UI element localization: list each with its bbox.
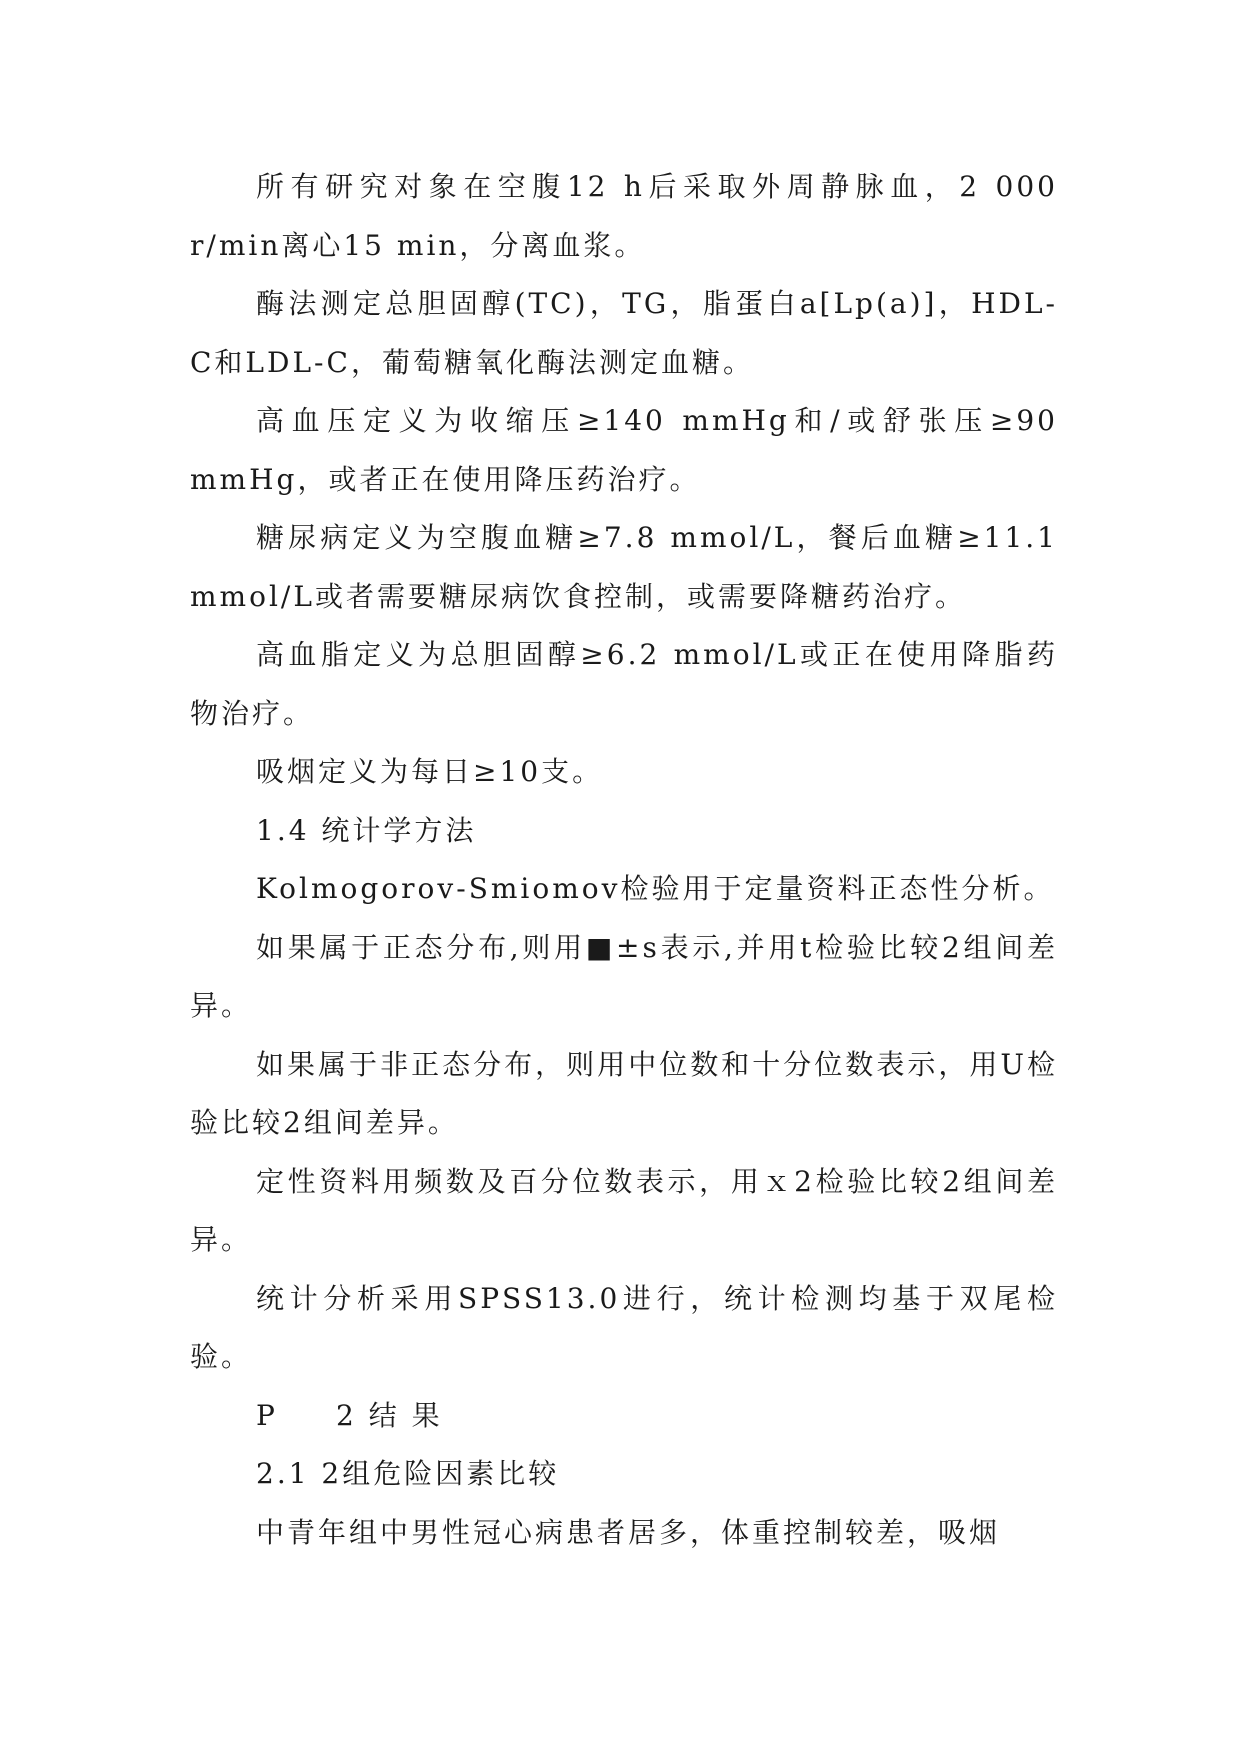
document-body: [190, 158, 1058, 1562]
paragraph-qualitative-data: 定性资料用频数及百分位数表示，用ｘ2检验比较2组间差异。: [190, 1164, 1058, 1256]
paragraph-lipid-measurement: 酶法测定总胆固醇(TC)，TG，脂蛋白a[Lp(a)]，HDL-C和LDL-C，葡萄糖氧化酶法测定血糖。: [190, 287, 1058, 379]
heading-risk-factor-comparison: 2.1 2组危险因素比较: [256, 1457, 560, 1490]
results-title: 2 结 果: [336, 1398, 443, 1432]
results-prefix: P: [256, 1398, 278, 1432]
heading-results: [190, 1387, 1058, 1446]
paragraph-spss-analysis: 统计分析采用SPSS13.0进行，统计检测均基于双尾检验。: [190, 1281, 1058, 1373]
paragraph-young-group-findings: 中青年组中男性冠心病患者居多，体重控制较差，吸烟: [256, 1515, 1001, 1549]
paragraph-normality-test: Kolmogorov-Smiomov检验用于定量资料正态性分析。: [256, 872, 1055, 905]
paragraph-smoking-definition: 吸烟定义为每日≥10支。: [256, 755, 604, 788]
paragraph-hyperlipidemia-definition: 高血脂定义为总胆固醇≥6.2 mmol/L或正在使用降脂药物治疗。: [190, 638, 1058, 730]
paragraph-hypertension-definition: 高血压定义为收缩压≥140 mmHg和/或舒张压≥90 mmHg，或者正在使用降压药治疗。: [190, 404, 1058, 496]
paragraph-blood-sampling: 所有研究对象在空腹12 h后采取外周静脉血，2 000 r/min离心15 min，分离血浆。: [190, 170, 1058, 262]
heading-statistical-methods: 1.4 统计学方法: [256, 813, 477, 847]
paragraph-normal-distribution: 如果属于正态分布,则用■±s表示,并用t检验比较2组间差异。: [190, 930, 1058, 1022]
paragraph-non-normal-distribution: 如果属于非正态分布，则用中位数和十分位数表示，用U检验比较2组间差异。: [190, 1047, 1058, 1139]
paragraph-diabetes-definition: 糖尿病定义为空腹血糖≥7.8 mmol/L，餐后血糖≥11.1 mmol/L或者需要糖尿病饮食控制，或需要降糖药治疗。: [190, 521, 1058, 613]
